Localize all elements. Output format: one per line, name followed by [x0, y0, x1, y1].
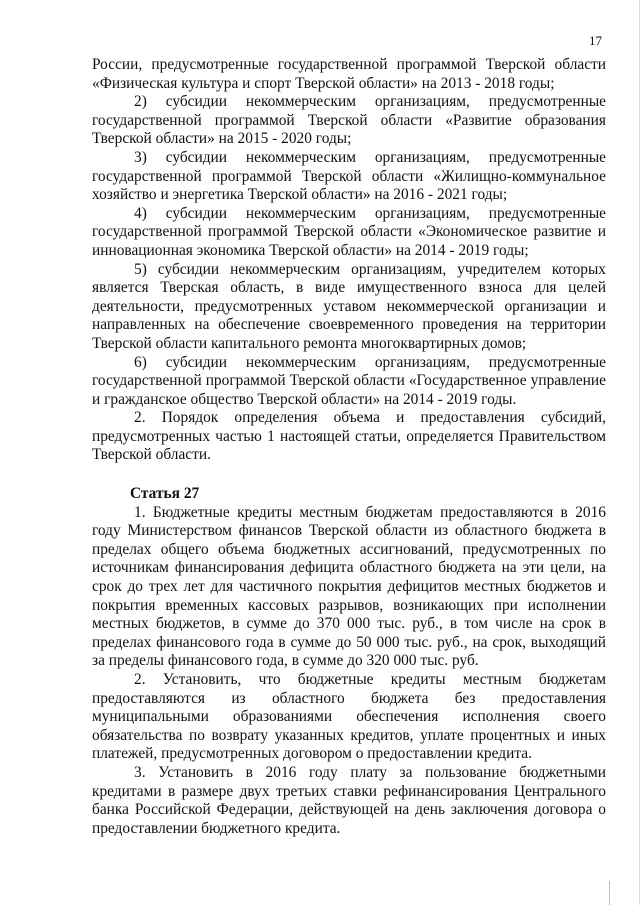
article-heading: Статья 27: [130, 485, 200, 503]
paragraph-subsidy-2: 2) субсидии некоммерческим организациям, предусмотренные государственной программой Тверской области «Развитие образования Тверской области» на 2015 - 2020 годы;: [92, 93, 606, 148]
document-body: [92, 56, 606, 838]
paragraph-subsidy-3: 3) субсидии некоммерческим организациям, предусмотренные государственной программой Тверской области «Жилищно-коммунальное хозяйство и энергетика Тверской области» на 2016 - 2021 годы;: [92, 148, 606, 204]
paragraph-article-27-1: 1. Бюджетные кредиты местным бюджетам предоставляются в 2016 году Министерством финансов Тверской области из областного бюджета в пределах общего объема бюджетных ассигнований, предусмотренных по источникам финансирования дефицита областного бюджета на эти цели, на срок до трех лет для частичного покрытия дефицитов местных бюджетов и покрытия временных кассовых разрывов, возникающих при исполнении местных бюджетов, в сумме до 370 000 тыс. руб., в том числе на срок в пределах финансового года в сумме до 50 000 тыс. руб., на срок, выходящий за пределы финансового года, в сумме до 320 000 тыс. руб.: [92, 503, 606, 670]
paragraph-subsidy-5: 5) субсидии некоммерческим организациям, учредителем которых является Тверская область, в виде имущественного взноса для целей деятельности, предусмотренных уставом некоммерческой организации и направленных на обеспечение своевременного проведения на территории Тверской области капитального ремонта многоквартирных домов;: [92, 260, 606, 352]
paragraph-continuation: России, предусмотренные государственной программой Тверской области «Физическая культура и спорт Тверской области» на 2013 - 2018 годы;: [92, 56, 606, 92]
paragraph-procedure: 2. Порядок определения объема и предоставления субсидий, предусмотренных частью 1 настоящей статьи, определяется Правительством Тверской области.: [92, 409, 606, 464]
paragraph-subsidy-6: 6) субсидии некоммерческим организациям, предусмотренные государственной программой Тверской области «Государственное управление и гражданское общество Тверской области» на 2014 - 2019 годы.: [92, 353, 606, 408]
paragraph-article-27-3: 3. Установить в 2016 году плату за пользование бюджетными кредитами в размере двух третьих ставки рефинансирования Центрального банка Российской Федерации, действующей на день заключения договора о предоставлении бюджетного кредита.: [92, 763, 606, 837]
scan-edge-mark: [609, 881, 610, 905]
paragraph-subsidy-4: 4) субсидии некоммерческим организациям, предусмотренные государственной программой Тверской области «Экономическое развитие и инновационная экономика Тверской области» на 2014 - 2019 годы;: [92, 204, 606, 259]
page-number: 17: [589, 33, 602, 48]
paragraph-article-27-2: 2. Установить, что бюджетные кредиты местным бюджетам предоставляются из областного бюджета без предоставления муниципальными образованиями обеспечения исполнения своего обязательства по возврату указанных кредитов, уплате процентных и иных платежей, предусмотренных договором о предоставлении кредита.: [92, 671, 606, 763]
